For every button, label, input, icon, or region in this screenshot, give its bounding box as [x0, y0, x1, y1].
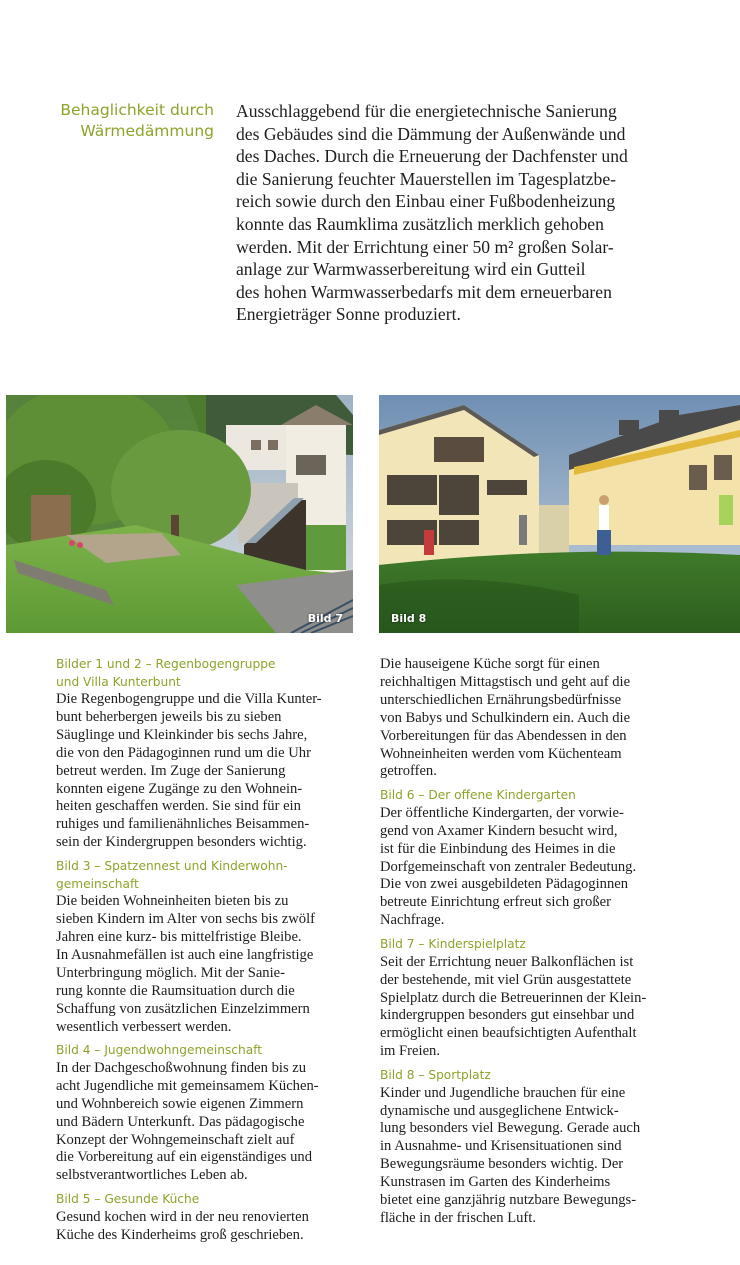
- text-line: sieben Kindern im Alter von sechs bis zwölf: [56, 911, 315, 928]
- text-line: bunt beherbergen jeweils bis zu sieben: [56, 708, 282, 725]
- section-bild-8: [380, 1067, 700, 1228]
- section-bild-5-continued: [380, 656, 700, 781]
- text-line: ruhiges und familienähnliches Beisammen-: [56, 816, 310, 833]
- text-line: Wohneinheiten werden vom Küchenteam: [380, 745, 622, 762]
- intro-heading-line: Wärmedämmung: [80, 122, 214, 140]
- text-line: Jahren eine kurz- bis mittelfristige Bleibe.: [56, 928, 302, 945]
- text-line: dynamische und ausgeglichene Entwick-: [380, 1102, 619, 1119]
- intro-line: des hohen Warmwasserbedarfs mit dem erneuerbaren: [236, 281, 612, 302]
- photo-caption: Bild 8: [391, 612, 427, 625]
- text-line: Vorbereitungen für das Abendessen in den: [380, 727, 627, 744]
- text-line: die Vorbereitung auf ein eigenständiges und: [56, 1149, 313, 1166]
- section-title-line: Bild 4 – Jugendwohngemeinschaft: [56, 1043, 263, 1058]
- text-line: ermöglicht einen beaufsichtigten Aufenthalt: [380, 1025, 637, 1042]
- section-text: [56, 691, 376, 852]
- text-line: rung konnte die Raumsituation durch die: [56, 982, 295, 999]
- section-title-line: Bild 7 – Kinderspielplatz: [380, 937, 526, 952]
- photo-caption: Bild 7: [307, 612, 343, 625]
- text-line: kindergruppen besonders gut einsehbar und: [380, 1007, 635, 1024]
- section-text: [380, 954, 700, 1061]
- text-line: Kinder und Jugendliche brauchen für eine: [380, 1084, 626, 1101]
- text-line: ist für die Einbindung des Heimes in die: [380, 840, 616, 857]
- section-title: [56, 1042, 376, 1060]
- text-line: in Ausnahme- und Krisensituationen sind: [380, 1138, 622, 1155]
- section-bilder-1-2: [56, 656, 376, 852]
- intro-line: des Gebäudes sind die Dämmung der Außenwände und: [236, 123, 626, 144]
- text-line: Unterbringung möglich. Mit der Sanie-: [56, 964, 285, 981]
- text-line: Seit der Errichtung neuer Balkonflächen ist: [380, 953, 634, 970]
- section-bild-5: [56, 1191, 376, 1244]
- photo-playground: [6, 395, 353, 633]
- section-title: [56, 1191, 376, 1209]
- intro-line: die Sanierung feuchter Mauerstellen im Tagesplatzbe-: [236, 168, 616, 189]
- section-title: [380, 1067, 700, 1085]
- text-line: Kunstrasen im Garten des Kinderheims: [380, 1174, 611, 1191]
- text-line: konnten eigene Zugänge zu den Wohnein-: [56, 780, 303, 797]
- text-line: bietet eine ganzjährig nutzbare Bewegungs-: [380, 1192, 637, 1209]
- text-line: In Ausnahmefällen ist auch eine langfristige: [56, 946, 314, 963]
- text-line: Nachfrage.: [380, 912, 445, 929]
- text-line: getroffen.: [380, 763, 437, 780]
- text-line: wesentlich verbessert werden.: [56, 1018, 232, 1035]
- section-title: [380, 936, 700, 954]
- text-line: von Babys und Schulkindern ein. Auch die: [380, 709, 631, 726]
- text-line: Bewegungsräume besonders wichtig. Der: [380, 1156, 624, 1173]
- section-title-line: Bild 6 – Der offene Kindergarten: [380, 788, 576, 803]
- section-title-line: Bilder 1 und 2 – Regenbogengruppe: [56, 657, 276, 671]
- text-line: Spielplatz durch die Betreuerinnen der Klein-: [380, 989, 647, 1006]
- intro-line: anlage zur Warmwasserbereitung wird ein Gutteil: [236, 259, 586, 280]
- section-text: [380, 1085, 700, 1228]
- section-title-line: Bild 5 – Gesunde Küche: [56, 1192, 200, 1207]
- intro-line: Ausschlaggebend für die energietechnische Sanierung: [236, 101, 617, 121]
- text-line: Die hauseigene Küche sorgt für einen: [380, 656, 600, 672]
- text-line: und Wohnbereich sowie eigenen Zimmern: [56, 1095, 304, 1112]
- text-line: heiten geschaffen werden. Sie sind für ein: [56, 798, 301, 815]
- intro-line: werden. Mit der Errichtung einer 50 m² großen Solar-: [236, 236, 614, 257]
- text-line: Schaffung von zusätzlichen Einzelzimmern: [56, 1000, 310, 1017]
- sports-field-illustration: [379, 395, 740, 633]
- playground-illustration: [6, 395, 353, 633]
- section-title: [56, 656, 376, 691]
- section-text: [56, 1060, 376, 1185]
- right-column: [380, 656, 700, 1234]
- text-line: die von den Pädagoginnen rund um die Uhr: [56, 744, 311, 761]
- section-bild-3: [56, 858, 376, 1036]
- text-line: unterschiedlichen Ernährungsbedürfnisse: [380, 691, 622, 708]
- intro-line: reich sowie durch den Einbau einer Fußbodenheizung: [236, 191, 616, 212]
- text-line: fläche in der frischen Luft.: [380, 1209, 536, 1226]
- text-line: gend von Axamer Kindern besucht wird,: [380, 822, 618, 839]
- intro-line: Energieträger Sonne produziert.: [236, 304, 461, 325]
- text-line: und Bädern Unterkunft. Das pädagogische: [56, 1113, 305, 1130]
- section-bild-6: [380, 787, 700, 930]
- section-title: [380, 787, 700, 805]
- text-line: reichhaltigen Mittagstisch und geht auf die: [380, 673, 631, 690]
- text-line: im Freien.: [380, 1043, 440, 1060]
- section-bild-4: [56, 1042, 376, 1185]
- section-text: [56, 893, 376, 1036]
- text-line: Die Regenbogengruppe und die Villa Kunter-: [56, 691, 322, 707]
- text-line: Säuglinge und Kleinkinder bis sechs Jahre,: [56, 726, 308, 743]
- intro-line: des Daches. Durch die Erneuerung der Dachfenster und: [236, 146, 628, 167]
- intro-paragraph: [236, 100, 706, 326]
- left-column: [56, 656, 376, 1251]
- intro-heading-line: Behaglichkeit durch: [60, 101, 214, 119]
- text-line: der bestehende, mit viel Grün ausgestattete: [380, 971, 632, 988]
- intro-line: konnte das Raumklima zusätzlich merklich gehoben: [236, 213, 604, 234]
- section-title-line: und Villa Kunterbunt: [56, 674, 181, 689]
- text-line: sein der Kindergruppen besonders wichtig.: [56, 834, 307, 851]
- text-line: Der öffentliche Kindergarten, der vorwie-: [380, 804, 624, 821]
- section-text: [56, 1209, 376, 1245]
- section-bild-7: [380, 936, 700, 1061]
- text-line: Dorfgemeinschaft von zentraler Bedeutung.: [380, 858, 637, 875]
- text-line: In der Dachgeschoßwohnung finden bis zu: [56, 1059, 307, 1076]
- section-text: [380, 656, 700, 781]
- intro-heading: [40, 100, 214, 142]
- section-title-line: Bild 3 – Spatzennest und Kinderwohn-: [56, 859, 288, 874]
- section-text: [380, 805, 700, 930]
- photo-sports-field: [379, 395, 740, 633]
- section-title-line: Bild 8 – Sportplatz: [380, 1068, 491, 1083]
- text-line: betreute Einrichtung erfreut sich großer: [380, 894, 611, 911]
- text-line: selbstverantwortliches Leben ab.: [56, 1167, 248, 1184]
- text-line: Küche des Kinderheims groß geschrieben.: [56, 1226, 304, 1243]
- text-line: Die beiden Wohneinheiten bieten bis zu: [56, 893, 289, 910]
- text-line: Konzept der Wohngemeinschaft zielt auf: [56, 1131, 295, 1148]
- text-line: Die von zwei ausgebildeten Pädagoginnen: [380, 876, 629, 893]
- section-title: [56, 858, 376, 893]
- text-line: Gesund kochen wird in der neu renovierten: [56, 1208, 309, 1225]
- text-line: betreut werden. Im Zuge der Sanierung: [56, 762, 286, 779]
- section-title-line: gemeinschaft: [56, 876, 139, 891]
- text-line: acht Jugendliche mit gemeinsamem Küchen-: [56, 1077, 319, 1094]
- text-line: lung besonders viel Bewegung. Gerade auch: [380, 1120, 641, 1137]
